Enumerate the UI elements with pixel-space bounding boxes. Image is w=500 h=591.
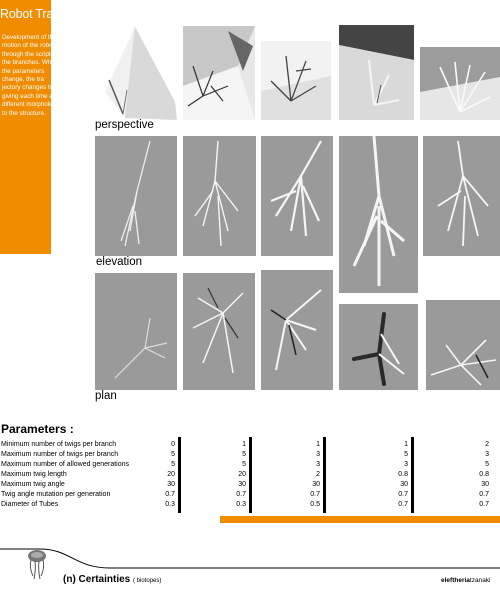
column-divider <box>249 437 252 513</box>
param-value: 30 <box>238 481 246 488</box>
param-value: 30 <box>312 481 320 488</box>
param-label: Twig angle mutation per generation <box>1 491 111 498</box>
param-value: 0.8 <box>479 471 489 478</box>
param-value: 0.3 <box>165 501 175 508</box>
param-value: 2 <box>316 471 320 478</box>
plan-thumb-5 <box>426 300 500 390</box>
author-last: tzanaki <box>469 577 491 584</box>
param-value: 3 <box>316 451 320 458</box>
label-elevation: elevation <box>96 256 143 268</box>
elevation-thumb-1 <box>95 136 177 256</box>
param-value: 0.7 <box>479 491 489 498</box>
parameters-title: Parameters : <box>1 422 74 436</box>
param-label: Diameter of Tubes <box>1 501 59 508</box>
perspective-thumb-3 <box>261 41 331 120</box>
param-value: 0 <box>171 441 175 448</box>
param-value: 0.3 <box>236 501 246 508</box>
accent-bar <box>220 516 500 523</box>
perspective-thumb-2 <box>183 26 255 120</box>
param-value: 1 <box>242 441 246 448</box>
column-divider <box>323 437 326 513</box>
param-value: 5 <box>171 451 175 458</box>
label-plan: plan <box>95 390 117 402</box>
param-value: 1 <box>316 441 320 448</box>
param-value: 2 <box>485 441 489 448</box>
elevation-thumb-3 <box>261 136 333 256</box>
sidebar-description: Development of the motion of the robot through the script of the branches. When the parameters change, the tra jectory changes too, giving each time a different morphology to the structure. <box>2 34 60 117</box>
param-value: 0.7 <box>310 491 320 498</box>
perspective-thumb-1 <box>95 22 177 120</box>
param-value: 0.7 <box>236 491 246 498</box>
author-name <box>441 577 491 584</box>
param-value: 5 <box>242 461 246 468</box>
param-value: 3 <box>404 461 408 468</box>
elevation-thumb-4 <box>339 136 418 293</box>
param-value: 0.7 <box>165 491 175 498</box>
footer-curve <box>0 544 500 574</box>
param-value: 5 <box>242 451 246 458</box>
param-value: 3 <box>316 461 320 468</box>
param-value: 0.7 <box>398 501 408 508</box>
param-value: 0.7 <box>398 491 408 498</box>
param-value: 5 <box>404 451 408 458</box>
section-title <box>63 574 161 585</box>
param-value: 30 <box>481 481 489 488</box>
elevation-thumb-2 <box>183 136 256 256</box>
param-value: 30 <box>400 481 408 488</box>
perspective-thumb-4 <box>339 25 414 120</box>
param-label: Minimum number of twigs per branch <box>1 441 117 448</box>
param-value: 1 <box>404 441 408 448</box>
section-name: (n) Certainties <box>63 574 131 585</box>
plan-thumb-1 <box>95 273 177 390</box>
param-value: 20 <box>238 471 246 478</box>
param-label: Maximum number of allowed generations <box>1 461 130 468</box>
column-divider <box>178 437 181 513</box>
column-divider <box>411 437 414 513</box>
param-value: 0.7 <box>479 501 489 508</box>
param-value: 5 <box>171 461 175 468</box>
param-value: 0.8 <box>398 471 408 478</box>
param-label: Maximum number of twigs per branch <box>1 451 119 458</box>
param-value: 30 <box>167 481 175 488</box>
param-value: 5 <box>485 461 489 468</box>
param-value: 0.5 <box>310 501 320 508</box>
param-value: 3 <box>485 451 489 458</box>
param-value: 20 <box>167 471 175 478</box>
perspective-thumb-5 <box>420 47 500 120</box>
plan-thumb-3 <box>261 270 333 390</box>
jellyfish-icon <box>26 548 48 582</box>
plan-thumb-2 <box>183 273 255 390</box>
page-title: Robot Trajectory <box>0 7 89 21</box>
elevation-thumb-5 <box>423 136 500 256</box>
param-label: Maximum twig length <box>1 471 67 478</box>
param-label: Maximum twig angle <box>1 481 65 488</box>
author-first: eleftheria <box>441 577 470 584</box>
plan-thumb-4 <box>339 304 418 390</box>
label-perspective: perspective <box>95 119 154 131</box>
section-subtitle: ( biotopes) <box>133 578 162 584</box>
